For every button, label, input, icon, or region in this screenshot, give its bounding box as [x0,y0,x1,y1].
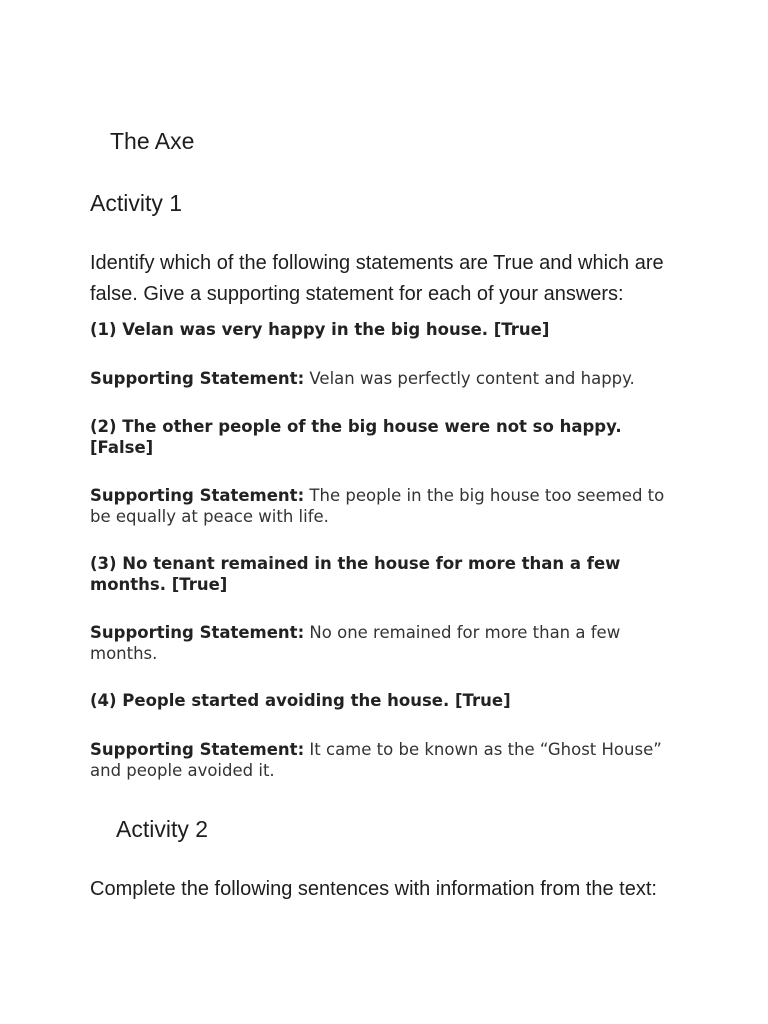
statement-2: (2) The other people of the big house were not so happy. [False] [90,417,622,457]
document-title: The Axe [110,128,195,154]
activity-2-heading: Activity 2 [116,816,209,842]
statement-1: (1) Velan was very happy in the big house. [True] [90,320,550,339]
supporting-statement-text: It came to be known as the “Ghost House” and people avoided it. [90,740,662,780]
supporting-statement-2 [90,485,675,527]
supporting-statement-4 [90,739,675,781]
supporting-statement-text: Velan was perfectly content and happy. [309,369,635,388]
statement-3: (3) No tenant remained in the house for more than a few months. [True] [90,554,621,594]
activity-1-instructions: Identify which of the following statements are True and which are false. Give a supporting statement for each of your answers: [90,252,664,305]
supporting-statement-3 [90,622,675,664]
statement-4: (4) People started avoiding the house. [True] [90,691,511,710]
supporting-statement-text: The people in the big house too seemed to be equally at peace with life. [90,486,665,526]
supporting-statement-text: No one remained for more than a few months. [90,623,621,663]
supporting-statement-1 [90,368,675,389]
supporting-statement-label: Supporting Statement: [90,486,305,505]
activity-2-instructions: Complete the following sentences with information from the text: [90,878,657,900]
supporting-statement-label: Supporting Statement: [90,740,305,759]
activity-1-heading: Activity 1 [90,190,183,216]
supporting-statement-label: Supporting Statement: [90,623,305,642]
supporting-statement-label: Supporting Statement: [90,369,305,388]
